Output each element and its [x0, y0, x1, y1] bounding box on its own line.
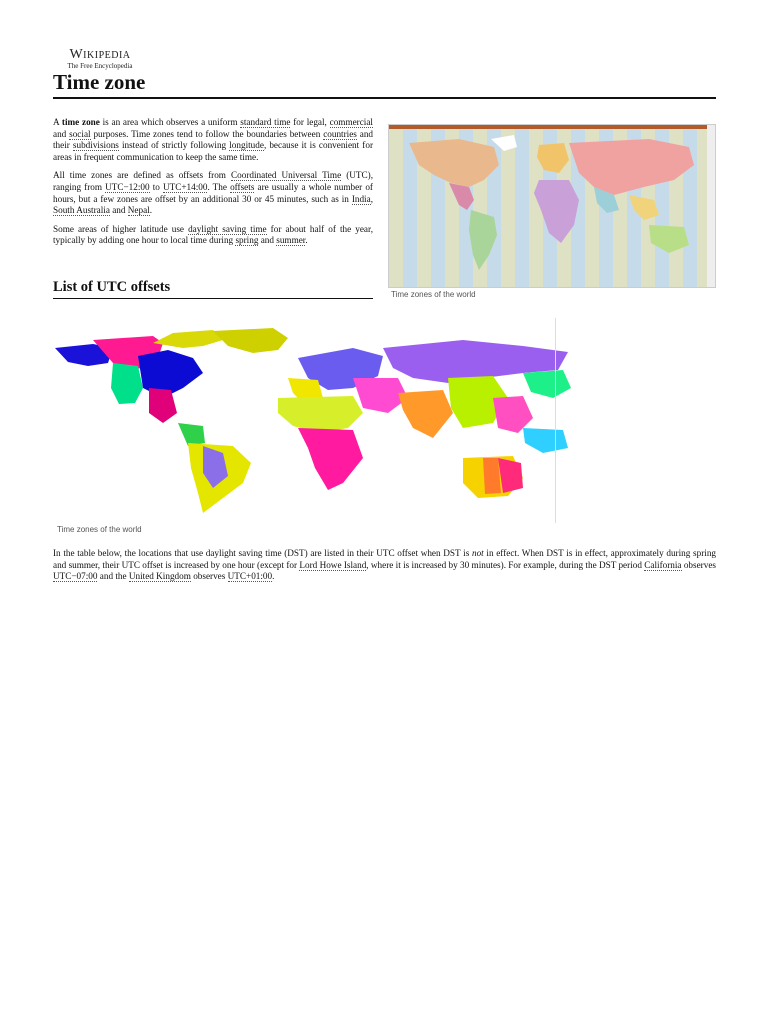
link-california[interactable]: California	[644, 559, 682, 570]
title-rule	[53, 97, 716, 99]
time-zones-map-graphic	[389, 125, 715, 287]
link-subdivisions[interactable]: subdivisions	[72, 140, 119, 151]
time-zones-map-image[interactable]	[388, 124, 716, 288]
intro-paragraph-2: All time zones are defined as offsets from Coordinated Universal Time (UTC), ranging from UTC−12:00 to UTC+14:00. The offsets are usually a whole number of hours, but a few zones are offset by an additional 30 or 45 minutes, such as in India, South Australia and Nepal.	[53, 170, 373, 216]
link-utc-minus-12[interactable]: UTC−12:00	[105, 181, 150, 192]
link-south-australia[interactable]: South Australia	[53, 205, 110, 216]
intro-column	[53, 117, 373, 254]
intro-paragraph-3: Some areas of higher latitude use daylight saving time for about half of the year, typically by adding one hour to local time during spring and summer.	[53, 223, 373, 246]
link-nepal[interactable]: Nepal	[127, 205, 150, 216]
colored-time-zones-map-graphic	[53, 318, 573, 523]
colored-time-zones-map-image[interactable]	[53, 318, 573, 523]
page-title: Time zone	[53, 70, 146, 94]
link-standard-time[interactable]: standard time	[240, 117, 291, 127]
table-intro-paragraph: In the table below, the locations that use daylight saving time (DST) are listed in their UTC offset when DST is not in effect. When DST is in effect, approximately during spring and summer, their UTC offset is increased by one hour (except for Lord Howe Island, where it is increased by 30 minutes). For example, during the DST period California observes UTC−07:00 and the United Kingdom observes UTC+01:00.	[53, 548, 717, 582]
link-utc[interactable]: Coordinated Universal Time	[231, 170, 342, 181]
section-rule	[53, 298, 373, 299]
link-lord-howe-island[interactable]: Lord Howe Island	[299, 559, 367, 570]
link-countries[interactable]: countries	[323, 128, 357, 139]
emphasis-not: not	[471, 548, 484, 558]
figure2-caption: Time zones of the world	[57, 525, 142, 534]
link-india[interactable]: India	[351, 193, 371, 204]
link-longitude[interactable]: longitude	[229, 140, 264, 151]
link-utc-plus-14[interactable]: UTC+14:00	[162, 181, 208, 192]
section-heading: List of UTC offsets	[53, 279, 171, 295]
bold-term: time zone	[61, 117, 100, 127]
wikipedia-logo[interactable]	[60, 48, 140, 71]
link-united-kingdom[interactable]: United Kingdom	[128, 571, 191, 582]
link-offsets[interactable]: offsets	[230, 181, 255, 192]
link-dst[interactable]: daylight saving time	[188, 223, 267, 234]
link-utc-minus-07[interactable]: UTC−07:00	[53, 571, 98, 582]
link-social[interactable]: social	[69, 128, 91, 139]
logo-tagline: The Free Encyclopedia	[67, 62, 133, 70]
link-utc-plus-01[interactable]: UTC+01:00	[227, 571, 273, 582]
link-spring[interactable]: spring	[235, 235, 259, 246]
figure1-caption: Time zones of the world	[391, 290, 476, 299]
logo-wordmark: Wikipedia	[69, 47, 131, 62]
link-summer[interactable]: summer	[276, 235, 306, 246]
intro-paragraph-1: A time zone is an area which observes a uniform standard time for legal, commercial and social purposes. Time zones tend to follow the boundaries between countries and their subdivisions instead of strictly following longitude, because it is convenient for areas in frequent communication to keep the same time.	[53, 117, 374, 162]
link-commercial[interactable]: commercial	[329, 117, 373, 127]
